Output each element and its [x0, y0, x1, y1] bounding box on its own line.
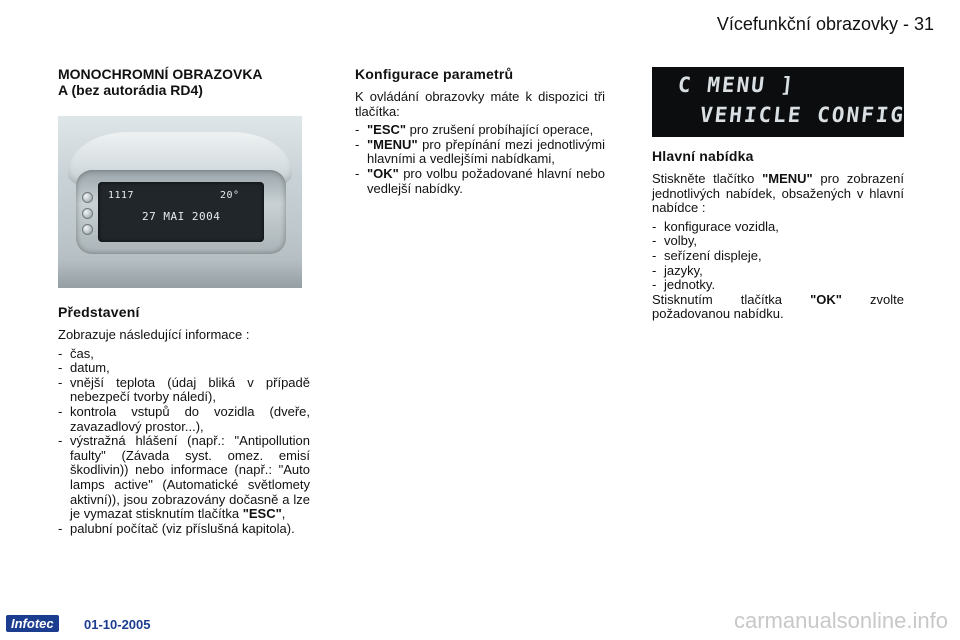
ok-key-label: "OK": [810, 291, 842, 307]
monochrome-title-line2: A (bez autorádia RD4): [58, 82, 203, 98]
list-item: - volby,: [652, 234, 904, 249]
list-item: [355, 123, 605, 138]
outro-text: zvolte požadovanou nabídku.: [652, 291, 904, 322]
list-item-text: pro přepínání mezi jednotlivými hlavními a vedlejšími nabídkami,: [367, 136, 605, 167]
list-item: - jazyky,: [652, 264, 904, 279]
lcd-temperature: 20°: [220, 190, 240, 201]
list-item: - seřízení displeje,: [652, 249, 904, 264]
menu-display-line2: VEHICLE CONFIG: [698, 103, 907, 127]
watermark: carmanualsonline.info: [733, 608, 948, 633]
dashboard-display-photo: [58, 116, 302, 288]
presentation-heading: Představení: [58, 304, 140, 320]
section-main-menu: [652, 148, 904, 326]
config-heading: Konfigurace parametrů: [355, 66, 514, 82]
intro-text: Stiskněte tlačítko: [652, 171, 763, 186]
presentation-list: [58, 347, 310, 537]
config-button-list: [355, 123, 605, 196]
dashboard-button: [82, 208, 93, 219]
list-item: [355, 167, 605, 196]
dashboard-button: [82, 192, 93, 203]
intro-text: pro zobrazení jednotlivých nabídek, obsažených v hlavní nabídce :: [652, 171, 904, 216]
main-menu-heading: Hlavní nabídka: [652, 148, 754, 164]
outro-text: Stisknutím tlačítka: [652, 291, 811, 307]
main-menu-outro: [652, 293, 904, 322]
list-item-suffix: ,: [281, 506, 286, 522]
presentation-intro: Zobrazuje následující informace :: [58, 327, 250, 342]
list-item: [355, 138, 605, 167]
section-presentation: [58, 304, 310, 536]
list-item: - konfigurace vozidla,: [652, 220, 904, 235]
menu-key-label: "MENU": [762, 171, 813, 186]
lcd-date: 27 MAI 2004: [142, 210, 221, 223]
list-item: - datum,: [58, 361, 310, 376]
menu-display-line1: C MENU ]: [676, 73, 797, 97]
main-menu-intro: [652, 172, 904, 216]
infotec-logo: Infotec: [6, 615, 59, 632]
menu-key-label: "MENU": [367, 136, 418, 152]
config-intro: K ovládání obrazovky máte k dispozici tři tlačítka:: [355, 89, 605, 119]
esc-key-label: "ESC": [367, 122, 407, 138]
list-item: - čas,: [58, 347, 310, 362]
monochrome-title-line1: MONOCHROMNÍ OBRAZOVKA: [58, 66, 263, 82]
list-item-text: pro volbu požadované hlavní nebo vedlejší nabídky.: [367, 165, 605, 196]
lcd-time: 1117: [108, 190, 135, 201]
esc-key-label: "ESC": [242, 506, 282, 522]
dashboard-shadow: [58, 260, 302, 288]
section-config: [355, 66, 605, 196]
list-item: - palubní počítač (viz příslušná kapitola).: [58, 522, 310, 537]
list-item: [58, 434, 310, 522]
dashboard-button: [82, 224, 93, 235]
list-item-text: výstražná hlášení (např.: "Antipollution faulty" (Závada syst. omez. emisí škodlivin)) nebo informace (např.: "Auto lamps active" (Automatické světlomety aktivní)), jsou zobrazovány dočasně a lze je vymazat stisknutím tlačítka: [70, 433, 310, 522]
page-header: Vícefunkční obrazovky - 31: [716, 14, 934, 34]
list-item: - vnější teplota (údaj bliká v případě nebezpečí tvorby náledí),: [58, 376, 310, 405]
footer-date: 01-10-2005: [84, 617, 151, 632]
list-item-text: pro zrušení probíhající operace,: [406, 122, 594, 138]
lcd-screen: [98, 182, 264, 242]
menu-display-screen: [652, 67, 907, 137]
main-menu-list: [652, 220, 904, 293]
column-monochrome: [58, 66, 310, 98]
list-item: - kontrola vstupů do vozidla (dveře, zavazadlový prostor...),: [58, 405, 310, 434]
list-item: - jednotky.: [652, 278, 904, 293]
ok-key-label: "OK": [367, 165, 399, 181]
